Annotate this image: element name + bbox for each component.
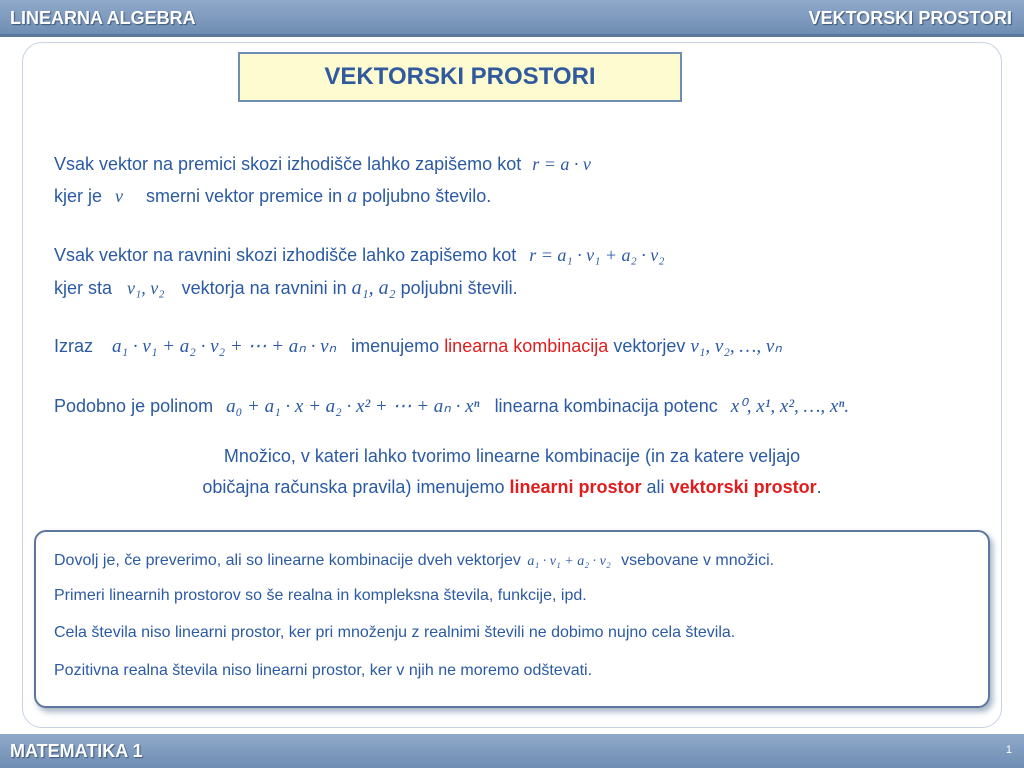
info-line1 [54,552,774,570]
para5-linearni-prostor: linearni prostor [509,477,642,497]
para4-formula-powers: x⁰, x¹, x², …, xⁿ. [730,396,850,417]
para2-text-b3: poljubni števili. [400,278,518,298]
para1-line1 [54,154,591,175]
info-line1-formula: a₁ · v₁ + a₂ · v₂ [527,554,611,569]
para3-text-kombinacija: kombinacija [513,336,609,356]
para1-line2 [54,185,491,208]
info-line4: Pozitivna realna števila niso linearni prostor, ker v njih ne moremo odštevati. [54,662,593,679]
para3-text-a: Izraz [54,336,94,356]
para3-text-linearna: linearna [444,336,509,356]
para3-formula-vectors: v₁, v₂, …, vₙ [690,336,782,357]
info-box [34,530,990,708]
para4-line [54,395,849,418]
para5-line1: Množico, v kateri lahko tvorimo linearne kombinacije (in za katere veljajo [223,446,801,466]
para5-text-a: običajna računska pravila) imenujemo [202,477,505,497]
page-number: 1 [1005,744,1012,756]
para5-vektorski-prostor: vektorski prostor [669,477,817,497]
header-right-title: VEKTORSKI PROSTORI [808,8,1012,28]
para2-line2 [54,277,518,300]
para1-text-b1: kjer je [54,186,103,206]
para2-formula-r: r = a₁ · v₁ + a₂ · v₂ [529,245,665,265]
para1-text-a: Vsak vektor na premici skozi izhodišče lahko zapišemo kot [54,154,522,174]
para2-text-a: Vsak vektor na ravnini skozi izhodišče lahko zapišemo kot [54,245,517,265]
para5-line2 [0,477,1024,498]
para1-formula-v: v [115,186,124,206]
para2-line1 [54,245,665,266]
para3-line [54,335,782,358]
para2-formula-a: a₁, a₂ [351,277,396,299]
para4-text-b: linearna kombinacija potenc [494,396,718,416]
para1-text-b2: smerni vektor premice in [146,186,343,206]
info-line2: Primeri linearnih prostorov so še realna in kompleksna števila, funkcije, ipd. [54,587,587,604]
para5-text-ali: ali [646,477,665,497]
header-bar [0,0,1024,37]
para3-text-d: vektorjev [613,336,686,356]
info-line1-text-a: Dovolj je, če preverimo, ali so linearne kombinacije dveh vektorjev [54,552,521,569]
para3-text-b: imenujemo [351,336,440,356]
info-line1-text-b: vsebovane v množici. [621,552,775,569]
footer-title: MATEMATIKA 1 [10,741,143,761]
footer-bar [0,734,1024,768]
para4-text-a: Podobno je polinom [54,396,214,416]
para1-formula-r: r = a · v [532,154,591,174]
info-line3: Cela števila niso linearni prostor, ker pri množenju z realnimi števili ne dobimo nujno cela števila. [54,624,736,641]
para3-formula-sum: a₁ · v₁ + a₂ · v₂ + ⋯ + aₙ · vₙ [112,336,337,357]
para1-formula-a: a [347,185,358,207]
para2-formula-v: v₁, v₂ [127,278,165,298]
header-left-title: LINEARNA ALGEBRA [10,8,196,28]
slide-title: VEKTORSKI PROSTORI [238,52,682,102]
para4-formula-poly: a₀ + a₁ · x + a₂ · x² + ⋯ + aₙ · xⁿ [226,396,480,417]
para1-text-b3: poljubno število. [362,186,492,206]
para2-text-b1: kjer sta [54,278,113,298]
para2-text-b2: vektorja na ravnini in [181,278,347,298]
para5-period: . [816,477,822,497]
